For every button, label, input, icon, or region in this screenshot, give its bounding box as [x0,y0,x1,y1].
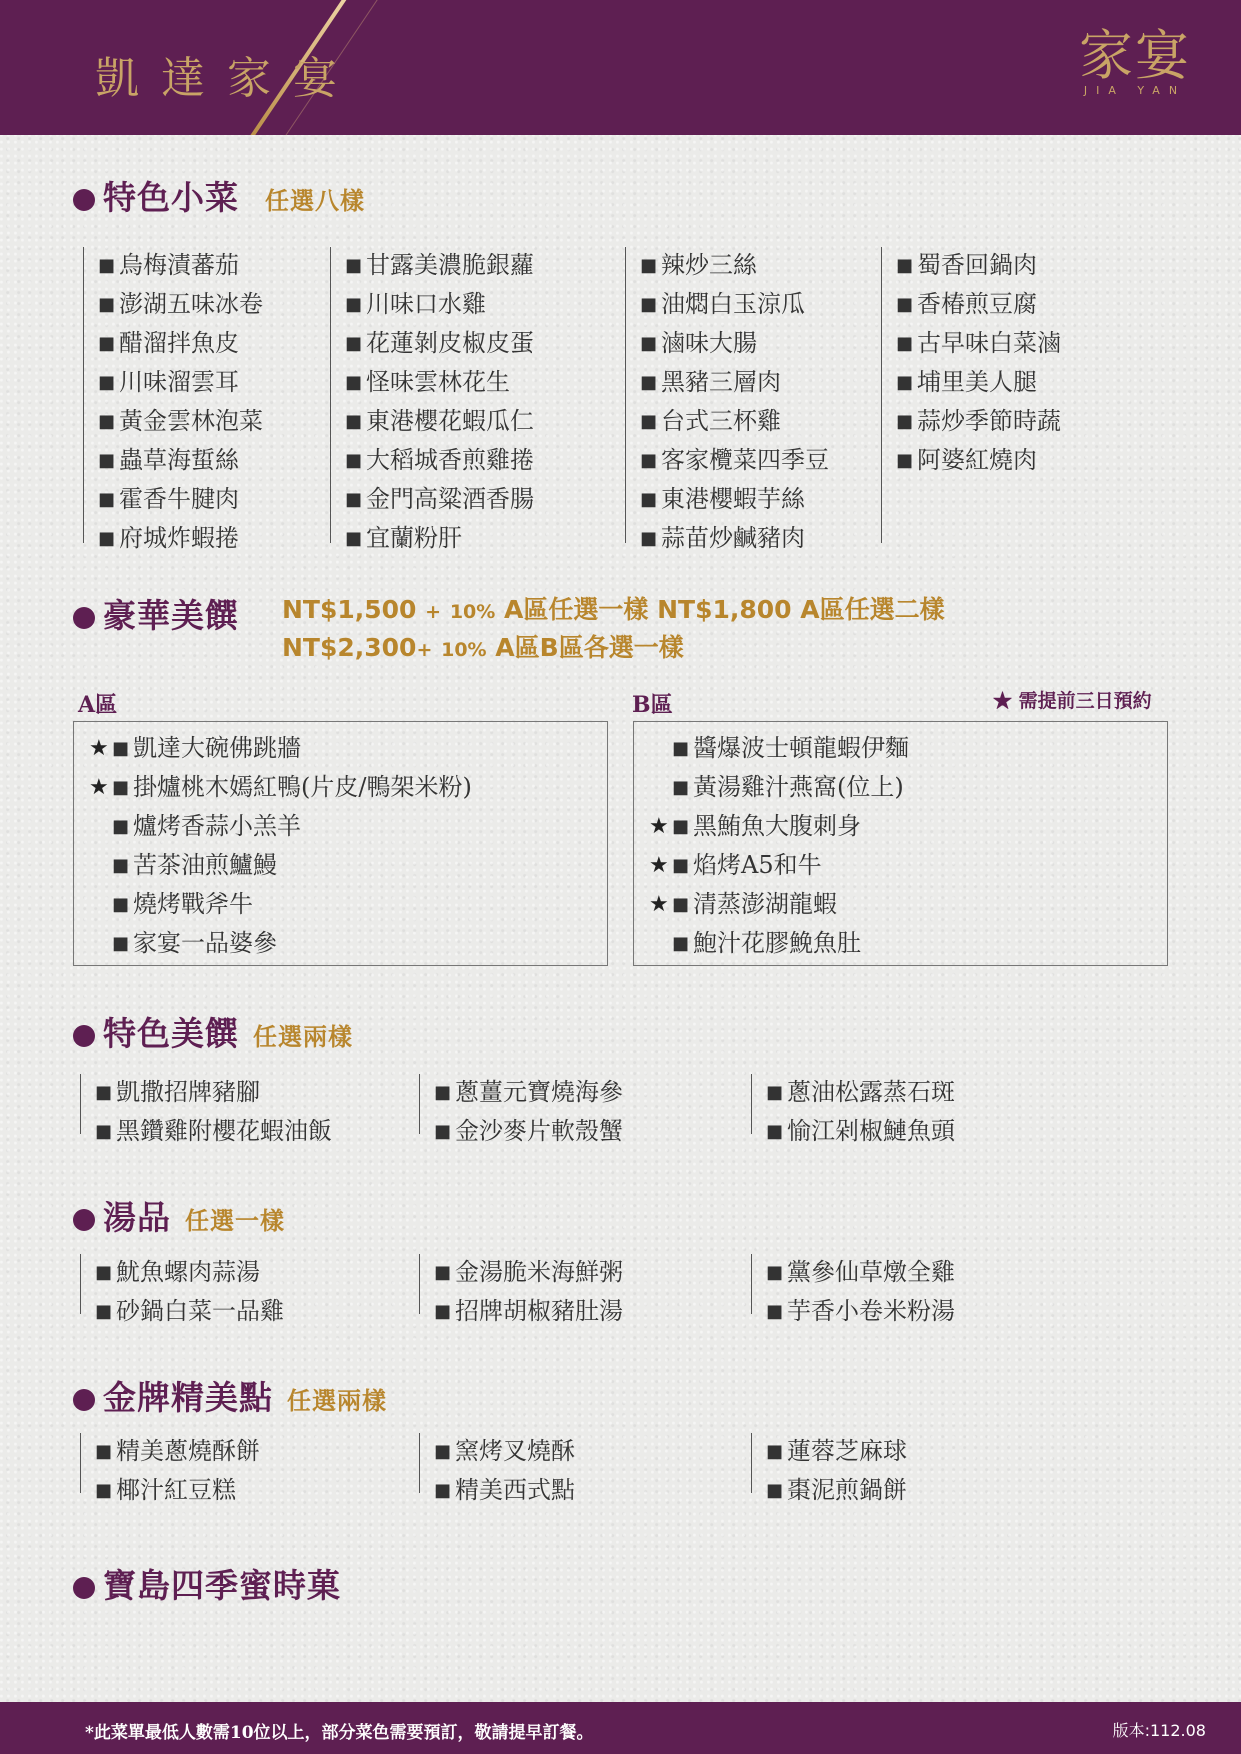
menu-item: ■ 滷味大腸 [640,325,829,364]
logo [1079,26,1191,97]
menu-item: ■ 油燜白玉涼瓜 [640,286,829,325]
service-charge: 10% [449,601,496,623]
section-signature-title [73,1008,353,1055]
menu-item: ■ 魷魚螺肉蒜湯 [95,1254,284,1293]
zone-menu-item [634,847,1167,886]
section-subtitle: 任選一樣 [185,1206,285,1235]
zone-item-name: 掛爐桃木嫣紅鴨(片皮/鴨架米粉) [133,773,472,801]
section-luxury-title [73,590,239,637]
menu-column [419,1433,576,1504]
menu-item: ■ 芋香小卷米粉湯 [766,1293,955,1332]
menu-column [80,1254,285,1325]
menu-item: ■ 凱撒招牌豬腳 [95,1074,332,1113]
square-bullet-icon: ■ [112,777,130,798]
menu-column [330,247,535,552]
menu-item: ■ 精美西式點 [434,1472,575,1511]
bullet-dot-icon [73,1389,95,1411]
menu-item: ■ 蔥薑元寶燒海參 [434,1074,623,1113]
menu-item: ■ 精美蔥燒酥餅 [95,1433,260,1472]
section-title-text: 特色美饌 [103,1014,239,1053]
section-fruit-title [73,1560,341,1607]
menu-item: ■ 烏梅漬蕃茄 [98,247,263,286]
section-subtitle: 任選八樣 [265,186,365,215]
service-plus: + [416,639,433,661]
menu-item: ■ 金沙麥片軟殼蟹 [434,1113,623,1152]
menu-item: ■ 窯烤叉燒酥 [434,1433,575,1472]
header-banner [0,0,1241,135]
menu-item: ■ 蟲草海蜇絲 [98,442,263,481]
square-bullet-icon: ■ [112,816,130,837]
menu-item: ■ 埔里美人腿 [896,364,1061,403]
menu-item: ■ 蓮蓉芝麻球 [766,1433,907,1472]
square-bullet-icon: ■ [112,894,130,915]
menu-column [83,247,264,552]
logo-sub-text: JIA YAN [1083,84,1187,97]
menu-item: ■ 甘露美濃脆銀蘿 [345,247,534,286]
menu-item: ■ 霍香牛腱肉 [98,481,263,520]
menu-item: ■ 蜀香回鍋肉 [896,247,1061,286]
zone-item-name: 焰烤A5和牛 [693,851,822,879]
section-title-text: 金牌精美點 [103,1378,273,1417]
menu-item: ■ 黑鑽雞附櫻花蝦油飯 [95,1113,332,1152]
zone-item-name: 黃湯雞汁燕窩(位上) [693,773,904,801]
zone-b-label: B區 [632,692,673,718]
square-bullet-icon: ■ [672,816,690,837]
zone-menu-item [634,769,1167,808]
menu-item: ■ 黨參仙草燉全雞 [766,1254,955,1293]
zone-item-name: 燒烤戰斧牛 [133,890,254,918]
price-1500: NT$1,500 [282,595,417,624]
zone-item-name: 爐烤香蒜小羔羊 [133,812,302,840]
menu-item: ■ 棗泥煎鍋餅 [766,1472,907,1511]
zone-menu-item [74,847,607,886]
logo-main-text: 家宴 [1079,24,1191,87]
zone-item-name: 黑鮪魚大腹刺身 [693,812,862,840]
menu-item: ■ 招牌胡椒豬肚湯 [434,1293,623,1332]
menu-item: ■ 澎湖五味冰卷 [98,286,263,325]
zone-menu-item [74,886,607,925]
bullet-dot-icon [73,607,95,629]
bullet-dot-icon [73,1025,95,1047]
menu-column [80,1074,333,1145]
zone-item-name: 清蒸澎湖龍蝦 [693,890,838,918]
square-bullet-icon: ■ [112,855,130,876]
menu-item: ■ 大稻城香煎雞捲 [345,442,534,481]
menu-item: ■ 府城炸蝦捲 [98,520,263,559]
zone-menu-item [74,730,607,769]
zone-item-name: 醬爆波士頓龍蝦伊麵 [693,734,910,762]
section-title-text: 豪華美饌 [103,596,239,635]
star-icon: ★ [89,775,109,800]
section-subtitle: 任選兩樣 [253,1022,353,1051]
square-bullet-icon: ■ [672,738,690,759]
section-title-text: 湯品 [103,1198,171,1237]
menu-item: ■ 東港櫻蝦芋絲 [640,481,829,520]
menu-item: ■ 客家欖菜四季豆 [640,442,829,481]
zone-a-label: A區 [78,692,118,718]
menu-item: ■ 黑豬三層肉 [640,364,829,403]
section-appetizers-title [73,172,365,219]
price-1800: NT$1,800 [657,595,792,624]
menu-item: ■ 東港櫻花蝦瓜仁 [345,403,534,442]
menu-item: ■ 砂鍋白菜一品雞 [95,1293,284,1332]
zone-menu-item [634,925,1167,964]
bullet-dot-icon [73,1577,95,1599]
bullet-dot-icon [73,189,95,211]
star-icon: ★ [649,814,669,839]
star-icon: ★ [649,853,669,878]
menu-item: ■ 愉江剁椒鰱魚頭 [766,1113,955,1152]
menu-item: ■ 香椿煎豆腐 [896,286,1061,325]
menu-item: ■ 花蓮剝皮椒皮蛋 [345,325,534,364]
footer-note: *此菜單最低人數需10位以上，部分菜色需要預訂，敬請提早訂餐。 [85,1723,594,1743]
zone-menu-item [634,886,1167,925]
square-bullet-icon: ■ [672,855,690,876]
menu-column [625,247,830,552]
menu-item: ■ 蔥油松露蒸石斑 [766,1074,955,1113]
menu-item: ■ 川味溜雲耳 [98,364,263,403]
advance-booking-note: ★ 需提前三日預約 [993,690,1152,712]
price-1800-rule: A區任選二樣 [800,595,945,624]
square-bullet-icon: ■ [672,933,690,954]
menu-item: ■ 川味口水雞 [345,286,534,325]
bullet-dot-icon [73,1209,95,1231]
section-title-text: 特色小菜 [103,178,239,217]
menu-item: ■ 辣炒三絲 [640,247,829,286]
zone-menu-item [74,925,607,964]
zone-menu-item [634,730,1167,769]
menu-item: ■ 金湯脆米海鮮粥 [434,1254,623,1293]
price-line-2 [282,628,684,664]
price-2300: NT$2,300 [282,633,417,662]
menu-item: ■ 宜蘭粉肝 [345,520,534,559]
service-charge: 10% [441,639,487,661]
square-bullet-icon: ■ [672,777,690,798]
section-subtitle: 任選兩樣 [287,1386,387,1415]
zone-a-box [73,721,608,966]
section-soup-title [73,1192,285,1239]
service-plus: + [425,601,442,623]
zone-item-name: 苦茶油煎鱸鰻 [133,851,278,879]
menu-column [80,1433,261,1504]
price-line-1 [282,590,945,626]
star-icon: ★ [89,736,109,761]
zone-item-name: 凱達大碗佛跳牆 [133,734,302,762]
section-title-text: 寶島四季蜜時菓 [103,1566,341,1605]
menu-version: 版本:112.08 [1112,1721,1206,1740]
square-bullet-icon: ■ [112,738,130,759]
restaurant-name: 凱達家宴 [95,53,359,104]
menu-item: ■ 金門高粱酒香腸 [345,481,534,520]
menu-column [751,1433,908,1504]
menu-item: ■ 椰汁紅豆糕 [95,1472,260,1511]
footer-bar [0,1702,1241,1754]
menu-item: ■ 蒜炒季節時蔬 [896,403,1061,442]
menu-column [419,1254,624,1325]
menu-item: ■ 蒜苗炒鹹豬肉 [640,520,829,559]
menu-item: ■ 黃金雲林泡菜 [98,403,263,442]
zone-menu-item [74,769,607,808]
menu-column [751,1074,956,1145]
menu-column [419,1074,624,1145]
price-1500-rule: A區任選一樣 [504,595,649,624]
price-2300-rule: A區B區各選一樣 [495,633,684,662]
zone-b-box [633,721,1168,966]
square-bullet-icon: ■ [112,933,130,954]
menu-item: ■ 阿婆紅燒肉 [896,442,1061,481]
star-icon: ★ [649,892,669,917]
menu-item: ■ 台式三杯雞 [640,403,829,442]
menu-item: ■ 怪味雲林花生 [345,364,534,403]
menu-item: ■ 醋溜拌魚皮 [98,325,263,364]
zone-item-name: 家宴一品婆參 [133,929,278,957]
menu-column [751,1254,956,1325]
zone-item-name: 鮑汁花膠鮸魚肚 [693,929,862,957]
zone-menu-item [74,808,607,847]
menu-item: ■ 古早味白菜滷 [896,325,1061,364]
square-bullet-icon: ■ [672,894,690,915]
menu-column [881,247,1061,543]
zone-menu-item [634,808,1167,847]
section-dimsum-title [73,1372,387,1419]
